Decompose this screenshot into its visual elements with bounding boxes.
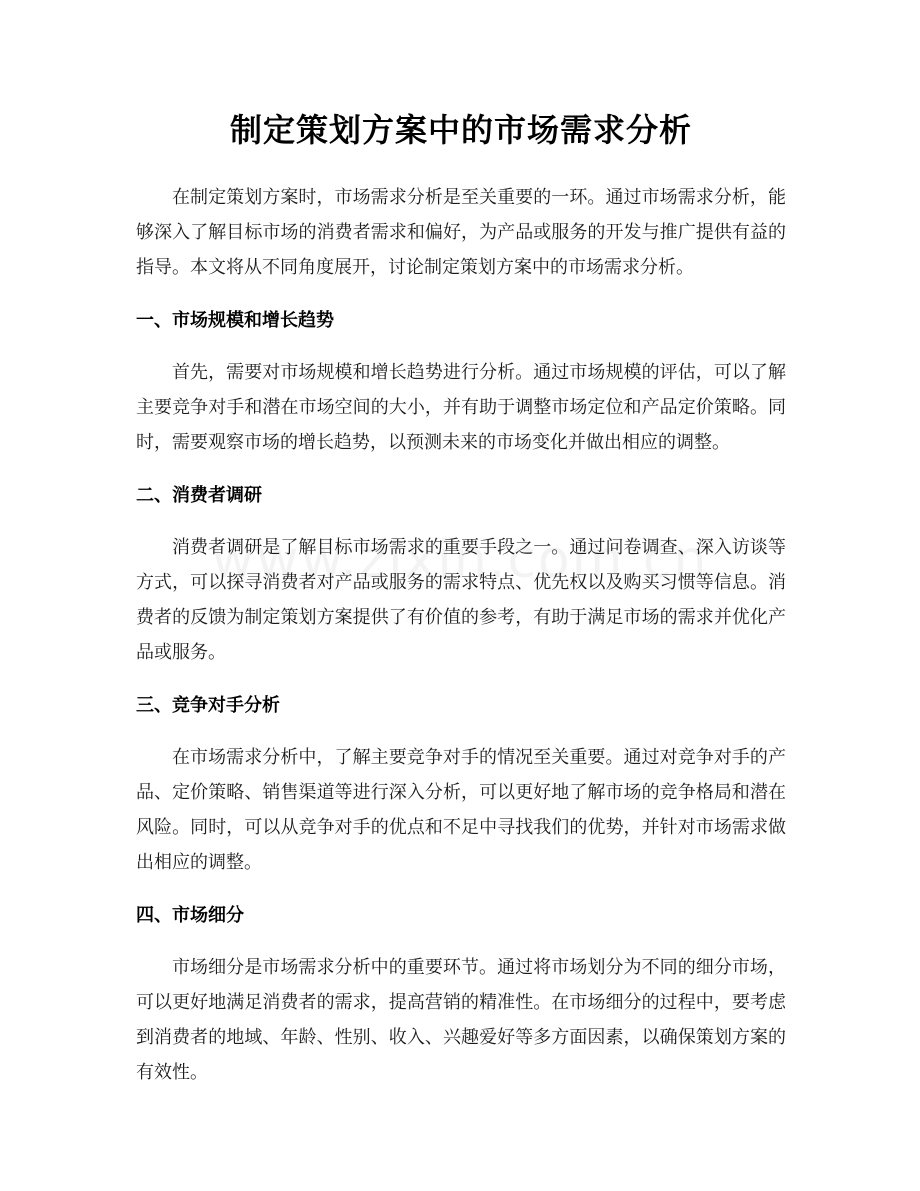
document-content xyxy=(136,110,786,1090)
section-body-competitor-analysis: 在市场需求分析中，了解主要竞争对手的情况至关重要。通过对竞争对手的产品、定价策略、销售渠道等进行深入分析，可以更好地了解市场的竞争格局和潜在风险。同时，可以从竞争对手的优点和不足中寻找我们的优势，并针对市场需求做出相应的调整。 xyxy=(136,747,786,873)
section-body-market-segmentation: 市场细分是市场需求分析中的重要环节。通过将市场划分为不同的细分市场，可以更好地满足消费者的需求，提高营销的精准性。在市场细分的过程中，要考虑到消费者的地域、年龄、性别、收入、兴趣爱好等多方面因素，以确保策划方案的有效性。 xyxy=(136,957,786,1083)
section-heading-market-segmentation: 四、市场细分 xyxy=(136,905,244,926)
document-title: 制定策划方案中的市场需求分析 xyxy=(229,111,692,149)
intro-paragraph: 在制定策划方案时，市场需求分析是至关重要的一环。通过市场需求分析，能够深入了解目标市场的消费者需求和偏好，为产品或服务的开发与推广提供有益的指导。本文将从不同角度展开，讨论制定策划方案中的市场需求分析。 xyxy=(136,187,786,278)
section-heading-consumer-research: 二、消费者调研 xyxy=(136,485,262,506)
section-heading-competitor-analysis: 三、竞争对手分析 xyxy=(136,695,280,716)
section-body-market-size: 首先，需要对市场规模和增长趋势进行分析。通过市场规模的评估，可以了解主要竞争对手和潜在市场空间的大小，并有助于调整市场定位和产品定价策略。同时，需要观察市场的增长趋势，以预测未来的市场变化并做出相应的调整。 xyxy=(136,362,786,453)
section-body-consumer-research: 消费者调研是了解目标市场需求的重要手段之一。通过问卷调查、深入访谈等方式，可以探寻消费者对产品或服务的需求特点、优先权以及购买习惯等信息。消费者的反馈为制定策划方案提供了有价值的参考，有助于满足市场的需求并优化产品或服务。 xyxy=(136,537,786,663)
section-heading-market-size: 一、市场规模和增长趋势 xyxy=(136,310,334,331)
